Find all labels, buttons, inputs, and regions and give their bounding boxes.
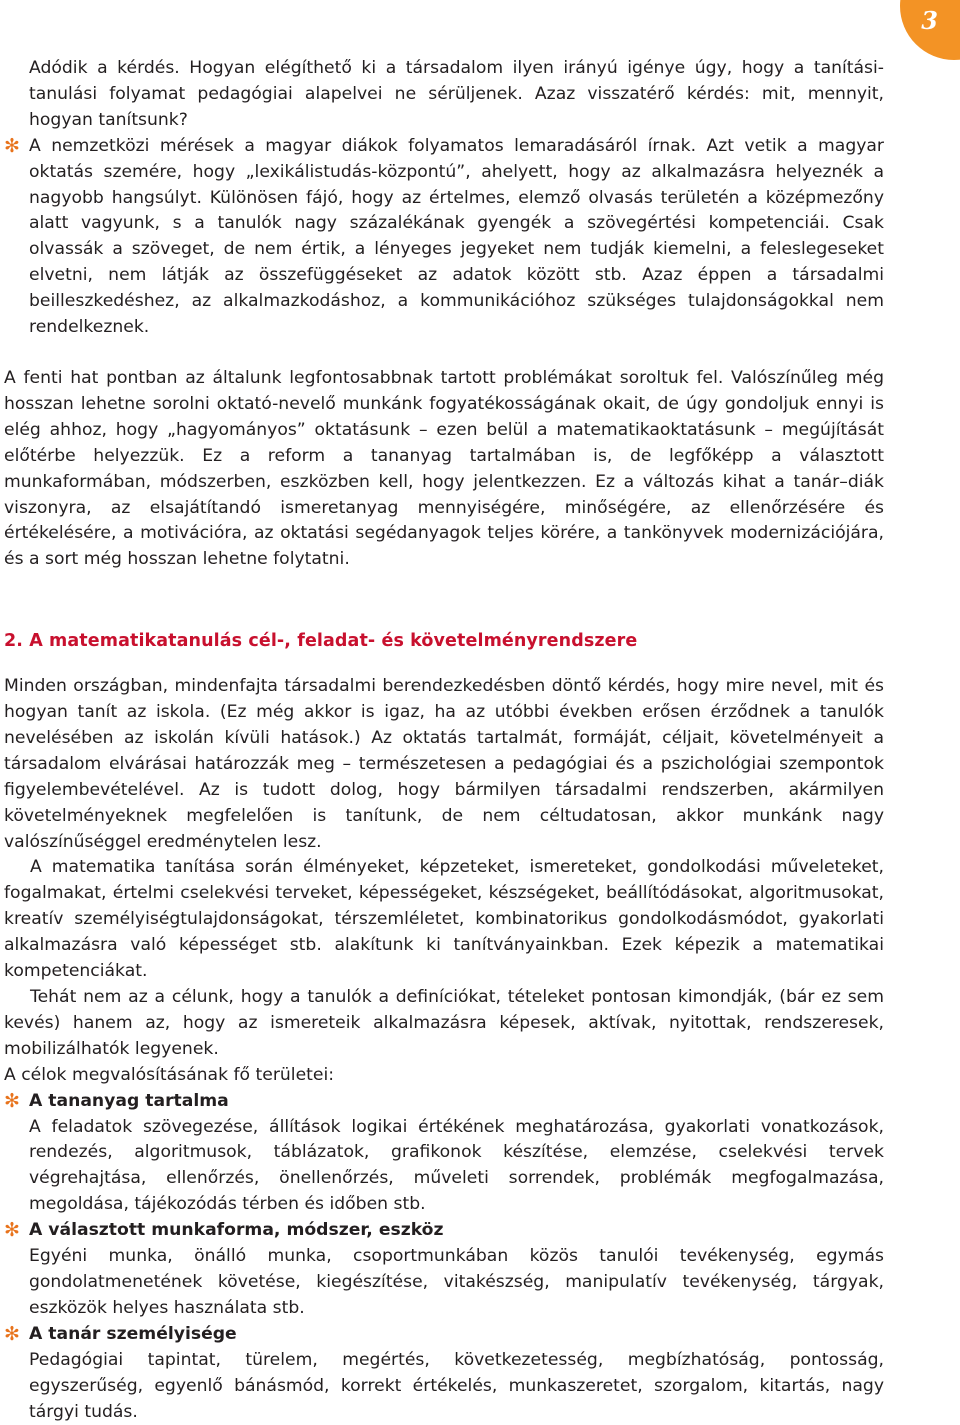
asterisk-bullet-icon: ✻ bbox=[4, 1322, 20, 1345]
problem-bullet bbox=[4, 134, 884, 341]
goal-item-content bbox=[4, 1089, 884, 1219]
summary-paragraph: A fenti hat pontban az általunk legfontosabbnak tartott problémákat soroltuk fel. Valószínűleg még hosszan lehetne sorolni oktató-nevelő munkánk fogyatékosságának okait, de úgy gondoljuk ennyi is elég ahhoz, hogy „hagyományos” oktatásunk – ezen belül a matematikaoktatásunk – megújítását előtérbe helyezzük. Ez a reform a tananyag tartalmában is, de legfőképp a választott munkaformában, módszerben, eszközben kell, hogy jelentkezzen. Ez a változás kihat a tanár–diák viszonyra, az elsajátítandó ismeretanyag mennyiségére, minőségére, az ellenőrzésére és értékelésére, a motivációra, az oktatási segédanyagok teljes körére, a tankönyvek modernizációjára, és a sort még hosszan lehetne folytatni. bbox=[4, 367, 884, 570]
goal-title: A választott munkaforma, módszer, eszköz bbox=[29, 1220, 444, 1241]
section-heading: 2. A matematikatanulás cél-, feladat- és követelményrendszere bbox=[4, 631, 638, 652]
goal-text: Egyéni munka, önálló munka, csoportmunkában közös tanulói tevékenység, egymás gondolatmenetének követése, kiegészítése, vitakészség, manipulatív tevékenység, tárgyak, eszközök helyes használata stb. bbox=[29, 1246, 884, 1318]
asterisk-bullet-icon: ✻ bbox=[4, 1219, 20, 1242]
section-paragraph-2: A matematika tanítása során élményeket, képzeteket, ismereteket, gondolkodási műveleteket, fogalmakat, értelmi cselekvési terveket, képességeket, készségeket, beállítódásokat, algoritmusokat, kreatív személyiségtulajdonságokat, térszemléletet, kombinatorikus gondolkodásmódot, gyakorlati alkalmazásra való képességet stb. alakítunk ki tanítványainkban. Ezek képezik a matematikai kompetenciákat. bbox=[4, 857, 884, 982]
goal-text: Pedagógiai tapintat, türelem, megértés, következetesség, megbízhatóság, pontosság, egyszerűség, egyenlő bánásmód, korrekt értékelés, munkaszeretet, szorgalom, kitartás, nagy tárgyi tudás. bbox=[29, 1349, 884, 1422]
goal-item-method bbox=[4, 1218, 884, 1322]
intro-paragraph: Adódik a kérdés. Hogyan elégíthető ki a társadalom ilyen irányú igénye úgy, hogy a tanítási-tanulási folyamat pedagógiai alapelvei ne sérüljenek. Azaz visszatérő kérdés: mit, mennyit, hogyan tanítsunk? bbox=[29, 58, 884, 130]
section-paragraph-1: Minden országban, mindenfajta társadalmi berendezkedésben döntő kérdés, hogy mire nevel, mit és hogyan tanít az iskola. (Ez még akkor is igaz, ha az utóbbi években erősen érződnek a tanulók nevelésében az iskolán kívüli hatások.) Az oktatás tartalmát, formáját, céljait, követelményeit a társadalom elvárásai határozzák meg – természetesen a pedagógiai és a pszichológiai szempontok figyelembevételével. Az is tudott dolog, hogy bármilyen társadalmi rendszerben, akármilyen követelményeknek megfelelően is tanítunk, de nem céltudatosan, akkor munkánk nagy valószínűséggel eredménytelen lesz. bbox=[4, 676, 884, 852]
goals-intro: A célok megvalósításának fő területei: bbox=[4, 1064, 335, 1085]
asterisk-bullet-icon: ✻ bbox=[4, 1089, 20, 1112]
asterisk-bullet-icon: ✻ bbox=[4, 134, 20, 157]
page-number: 3 bbox=[921, 6, 938, 35]
goal-title: A tananyag tartalma bbox=[29, 1090, 229, 1111]
problem-bullet-text: A nemzetközi mérések a magyar diákok folyamatos lemaradásáról írnak. Azt vetik a magyar oktatás szemére, hogy „lexikálistudás-központú”, ahelyett, hogy az alkalmazásra helyeznék a nagyobb hangsúlyt. Különösen fájó, hogy az értelmes, elemző olvasás területén a középmezőny alatt vagyunk, s a tanulók nagy százalékának gyengék a szövegértési kompetenciái. Csak olvassák a szöveget, de nem értik, a lényeges jegyeket nem tudják kiemelni, a feleslegeseket elvetni, nem látják az összefüggéseket az adatok között stb. Azaz éppen a társadalmi beilleszkedéshez, az alkalmazkodáshoz, a kommunikációhoz szükséges tulajdonságokkal nem rendelkeznek. bbox=[29, 135, 884, 338]
goal-item-teacher bbox=[4, 1322, 884, 1425]
goal-text: A feladatok szövegezése, állítások logikai értékének meghatározása, gyakorlati vonatkozások, rendezés, algoritmusok, táblázatok, grafikonok készítése, elemzése, cselekvési tervek végrehajtása, ellenőrzés, önellenőrzés, műveleti sorrendek, problémák megfogalmazása, megoldása, tájékozódás térben és időben stb. bbox=[29, 1116, 884, 1215]
section-paragraph-3: Tehát nem az a célunk, hogy a tanulók a definíciókat, tételeket pontosan kimondják, (bár ez sem kevés) hanem az, hogy az ismereteik alkalmazásra képesek, aktívak, nyitottak, rendszeresek, mobilizálhatók legyenek. bbox=[4, 987, 884, 1059]
goal-title: A tanár személyisége bbox=[29, 1323, 237, 1344]
page-content bbox=[4, 56, 884, 1425]
